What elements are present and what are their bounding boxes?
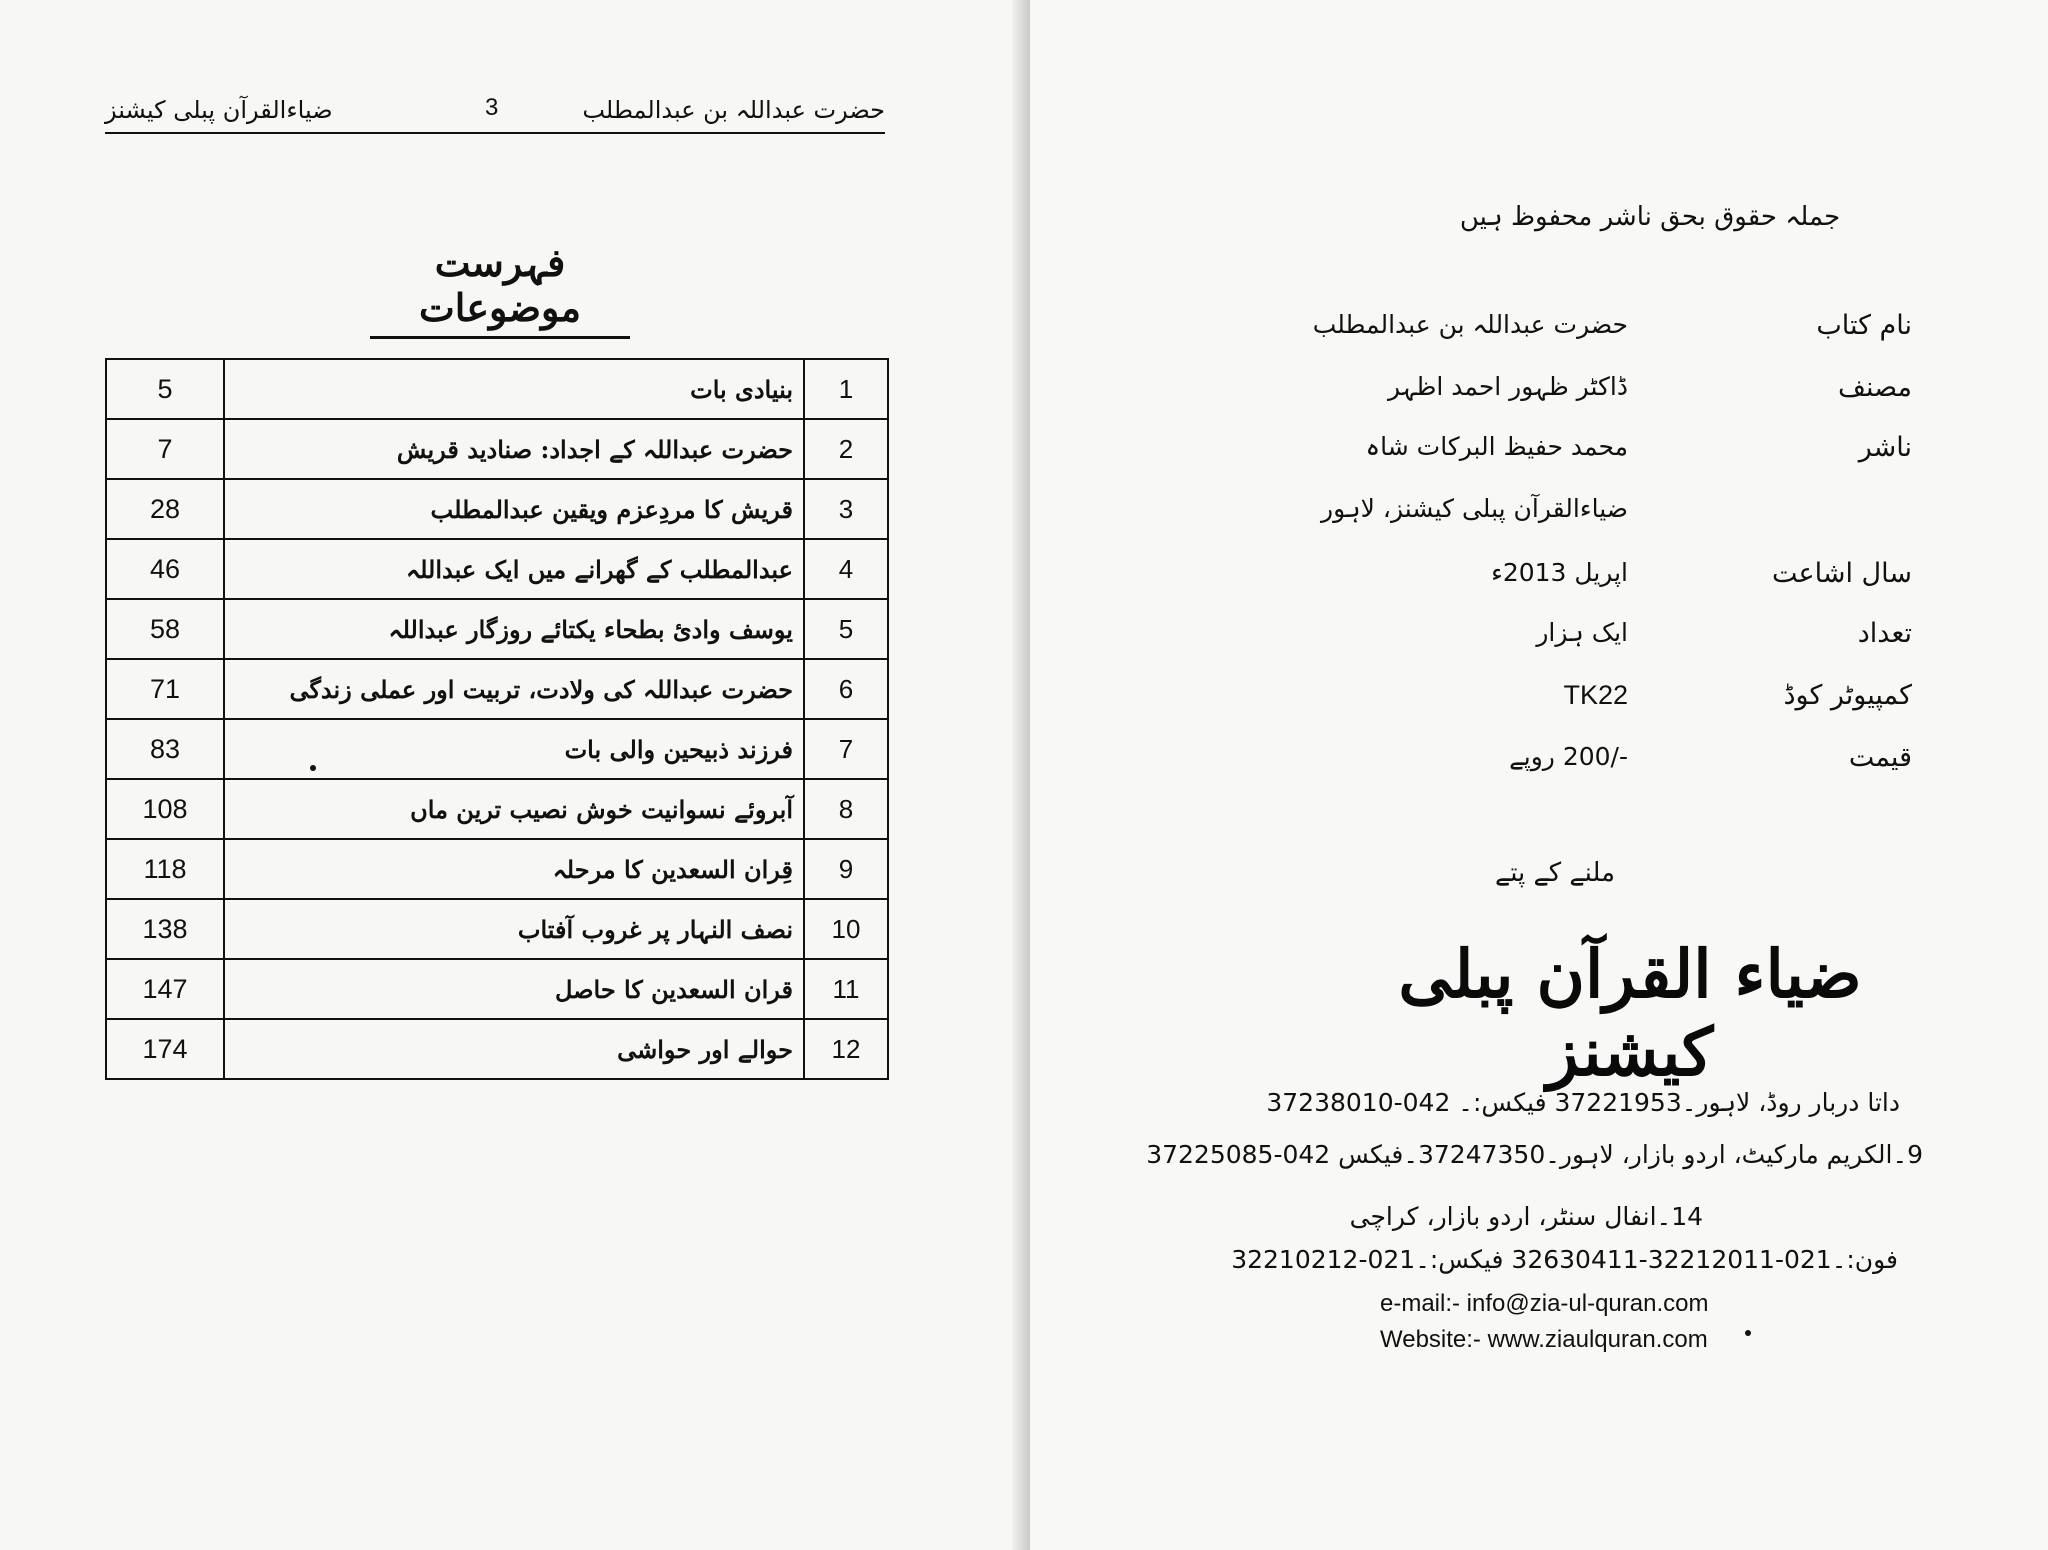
toc-heading: فہرست موضوعات <box>370 240 630 339</box>
running-header <box>105 92 885 134</box>
toc-page: 46 <box>106 539 224 599</box>
toc-page: 147 <box>106 959 224 1019</box>
ink-speck <box>310 765 316 771</box>
publisher-logo: ضیاء القرآن پبلی کیشنز <box>1398 935 1862 1091</box>
toc-page: 28 <box>106 479 224 539</box>
toc-number: 1 <box>804 359 888 419</box>
toc-topic: حضرت عبداللہ کی ولادت، تربیت اور عملی زندگی <box>224 659 804 719</box>
toc-table <box>105 358 889 1080</box>
toc-row <box>106 659 888 719</box>
toc-number: 12 <box>804 1019 888 1079</box>
toc-topic: فرزند ذبیحین والی بات <box>224 719 804 779</box>
toc-topic: حوالے اور حواشی <box>224 1019 804 1079</box>
toc-topic: حضرت عبداللہ کے اجداد: صنادید قریش <box>224 419 804 479</box>
toc-topic: نصف النہار پر غروب آفتاب <box>224 899 804 959</box>
toc-page: 83 <box>106 719 224 779</box>
toc-row <box>106 539 888 599</box>
ink-speck <box>1745 1330 1751 1336</box>
toc-row <box>106 359 888 419</box>
header-title: حضرت عبداللہ بن عبدالمطلب <box>582 96 885 124</box>
header-page-number: 3 <box>485 94 499 121</box>
toc-number: 8 <box>804 779 888 839</box>
toc-row <box>106 899 888 959</box>
toc-number: 7 <box>804 719 888 779</box>
toc-row <box>106 719 888 779</box>
toc-row <box>106 779 888 839</box>
toc-number: 10 <box>804 899 888 959</box>
toc-page: 71 <box>106 659 224 719</box>
toc-number: 11 <box>804 959 888 1019</box>
right-page: جملہ حقوق بحق ناشر محفوظ ہیں نام کتاب حضرت عبداللہ بن عبدالمطلب مصنف ڈاکٹر ظہور احمد اظہر ناشر محمد حفیظ البرکات شاہ ضیاءالقرآن پبلی کیشنز، لاہور سال اشاعت اپریل 2013ء تعداد ایک ہزار کمپیوٹر کوڈ TK22 قیمت -/200 روپے ملنے کے پتے ضیاء القرآن پبلی کیشنز داتا دربار روڈ، لاہور۔37221953 فیکس:۔ 042-37238010 9۔الکریم مارکیٹ، اردو بازار، لاہور۔37247350۔فیکس 042-37225085 14۔انفال سنٹر، اردو بازار، کراچی فون:۔021-32212011-32630411 فیکس:۔021-32210212 e-mail:- info@zia-ul-quran.com Website:- www.ziaulquran.com <box>1030 0 2048 1550</box>
toc-row <box>106 1019 888 1079</box>
imprint-row <box>1030 432 2048 472</box>
toc-page: 118 <box>106 839 224 899</box>
toc-topic: قران السعدین کا حاصل <box>224 959 804 1019</box>
imprint-value: -/200 روپے <box>1509 742 1628 771</box>
imprint-value: ضیاءالقرآن پبلی کیشنز، لاہور <box>1321 494 1628 523</box>
imprint-label: سال اشاعت <box>1771 558 1912 589</box>
imprint-value: ڈاکٹر ظہور احمد اظہر <box>1388 372 1628 401</box>
toc-number: 5 <box>804 599 888 659</box>
header-publisher: ضیاءالقرآن پبلی کیشنز <box>105 96 333 124</box>
toc-topic: قِران السعدین کا مرحلہ <box>224 839 804 899</box>
imprint-label: تعداد <box>1857 618 1912 649</box>
toc-row <box>106 839 888 899</box>
website-address: Website:- www.ziaulquran.com <box>1380 1326 1708 1353</box>
email-address: e-mail:- info@zia-ul-quran.com <box>1380 1290 1709 1317</box>
imprint-row <box>1030 494 2048 534</box>
copyright-notice: جملہ حقوق بحق ناشر محفوظ ہیں <box>1459 202 1841 232</box>
imprint-row <box>1030 742 2048 782</box>
toc-page: 5 <box>106 359 224 419</box>
toc-page: 108 <box>106 779 224 839</box>
imprint-row <box>1030 372 2048 412</box>
toc-number: 6 <box>804 659 888 719</box>
toc-number: 9 <box>804 839 888 899</box>
imprint-label: کمپیوٹر کوڈ <box>1783 680 1912 711</box>
addresses-heading: ملنے کے پتے <box>1494 858 1616 888</box>
toc-number: 2 <box>804 419 888 479</box>
imprint-value: حضرت عبداللہ بن عبدالمطلب <box>1312 310 1628 339</box>
imprint-value: محمد حفیظ البرکات شاہ <box>1365 432 1628 461</box>
toc-topic: آبروئے نسوانیت خوش نصیب ترین ماں <box>224 779 804 839</box>
imprint-value: اپریل 2013ء <box>1491 558 1628 587</box>
toc-topic: یوسف وادیٔ بطحاء یکتائے روزگار عبداللہ <box>224 599 804 659</box>
toc-topic: قریش کا مردِعزم ویقین عبدالمطلب <box>224 479 804 539</box>
imprint-label: نام کتاب <box>1816 310 1912 341</box>
toc-page: 174 <box>106 1019 224 1079</box>
toc-number: 3 <box>804 479 888 539</box>
imprint-label: مصنف <box>1838 372 1912 403</box>
imprint-row <box>1030 618 2048 658</box>
toc-topic: بنیادی بات <box>224 359 804 419</box>
imprint-row <box>1030 680 2048 720</box>
imprint-value: ایک ہزار <box>1536 618 1628 647</box>
toc-page: 138 <box>106 899 224 959</box>
imprint-row <box>1030 558 2048 598</box>
toc-row <box>106 419 888 479</box>
toc-row <box>106 599 888 659</box>
toc-topic: عبدالمطلب کے گھرانے میں ایک عبداللہ <box>224 539 804 599</box>
imprint-label: ناشر <box>1858 432 1912 463</box>
toc-page: 58 <box>106 599 224 659</box>
imprint-row <box>1030 310 2048 350</box>
imprint-value: TK22 <box>1563 680 1628 710</box>
imprint-label: قیمت <box>1848 742 1912 773</box>
toc-row <box>106 959 888 1019</box>
toc-page: 7 <box>106 419 224 479</box>
toc-row <box>106 479 888 539</box>
toc-number: 4 <box>804 539 888 599</box>
